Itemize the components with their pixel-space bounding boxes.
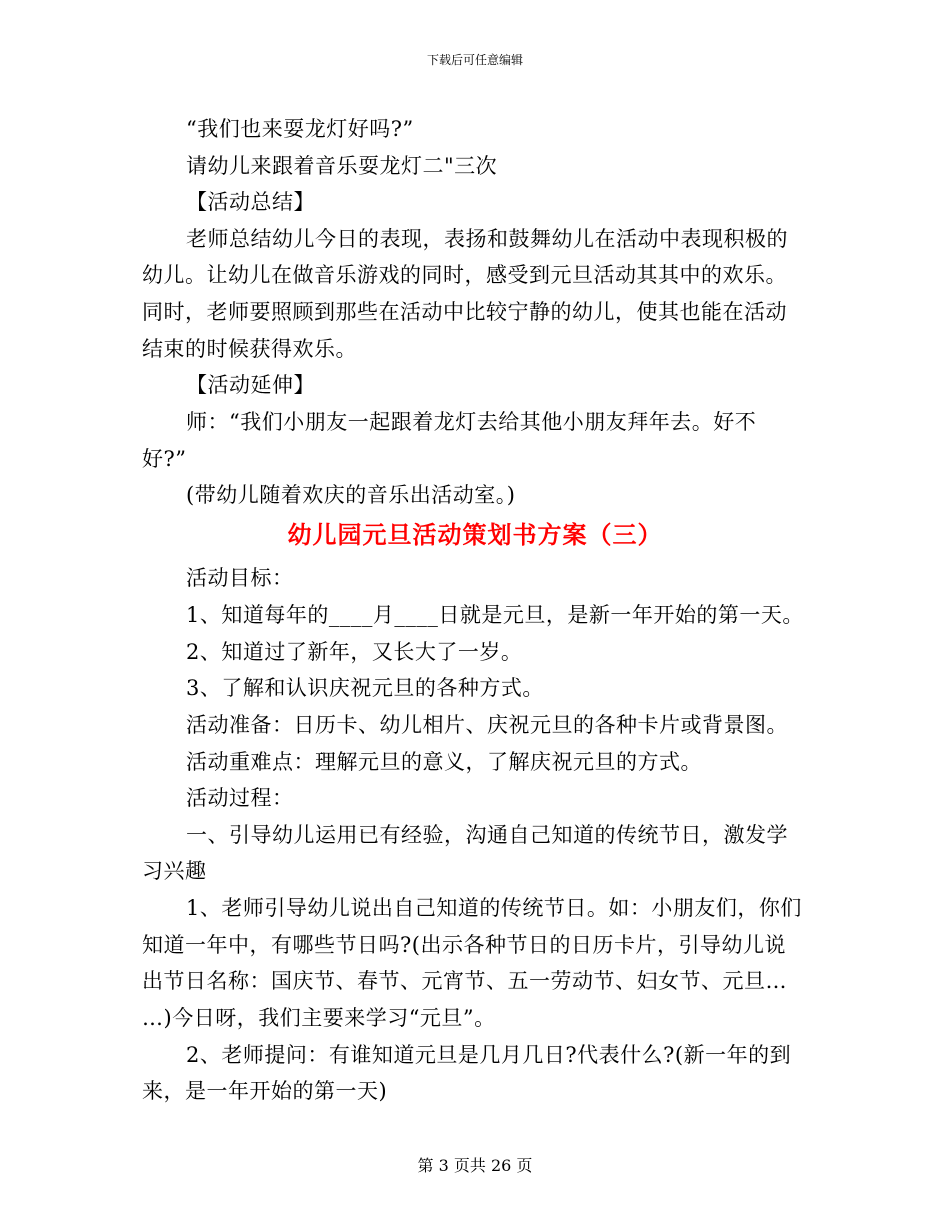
paragraph-line: 同时，老师要照顾到那些在活动中比较宁静的幼儿，使其也能在活动 [142, 300, 787, 324]
list-item: 3、了解和认识庆祝元旦的各种方式。 [186, 676, 544, 700]
paragraph-line: “我们也来耍龙灯好吗?” [186, 117, 414, 141]
paragraph-line: 结束的时候获得欢乐。 [142, 337, 357, 361]
paragraph-line: 请幼儿来跟着音乐耍龙灯二"三次 [186, 154, 498, 178]
paragraph-line: 2、老师提问：有谁知道元旦是几月几日?代表什么?(新一年的到 [186, 1043, 792, 1067]
paragraph-line: 出节日名称：国庆节、春节、元宵节、五一劳动节、妇女节、元旦… [142, 969, 787, 993]
list-item: 1、知道每年的____月____日就是元旦，是新一年开始的第一天。 [186, 603, 804, 627]
paragraph-line: 好?” [142, 447, 187, 471]
paragraph-line: 知道一年中，有哪些节日吗?(出示各种节日的日历卡片，引导幼儿说 [142, 933, 786, 957]
paragraph-line: 习兴趣 [142, 859, 207, 883]
page-footer: 第 3 页共 26 页 [417, 1156, 533, 1175]
paragraph-line: 1、老师引导幼儿说出自己知道的传统节日。如：小朋友们，你们 [186, 896, 802, 920]
paragraph-line: 活动重难点：理解元旦的意义，了解庆祝元旦的方式。 [186, 750, 702, 774]
paragraph-line: 幼儿。让幼儿在做音乐游戏的同时，感受到元旦活动其其中的欢乐。 [142, 263, 787, 287]
paragraph-line: 老师总结幼儿今日的表现，表扬和鼓舞幼儿在活动中表现积极的 [186, 227, 788, 251]
section-title: 幼儿园元旦活动策划书方案（三） [287, 520, 663, 549]
paragraph-line: 活动过程： [186, 786, 294, 810]
section-heading: 【活动延伸】 [186, 373, 315, 397]
paragraph-line: 一、引导幼儿运用已有经验，沟通自己知道的传统节日，激发学 [186, 823, 788, 847]
paragraph-line: 活动准备：日历卡、幼儿相片、庆祝元旦的各种卡片或背景图。 [186, 713, 788, 737]
paragraph-line: 活动目标： [186, 566, 294, 590]
paragraph-line: 来，是一年开始的第一天) [142, 1079, 388, 1103]
paragraph-line: (带幼儿随着欢庆的音乐出活动室。) [186, 483, 516, 507]
paragraph-line: 师：“我们小朋友一起跟着龙灯去给其他小朋友拜年去。好不 [186, 410, 757, 434]
page-header: 下载后可任意编辑 [426, 53, 523, 67]
list-item: 2、知道过了新年，又长大了一岁。 [186, 640, 523, 664]
paragraph-line: …)今日呀，我们主要来学习“元旦”。 [142, 1006, 496, 1030]
section-heading: 【活动总结】 [186, 190, 315, 214]
